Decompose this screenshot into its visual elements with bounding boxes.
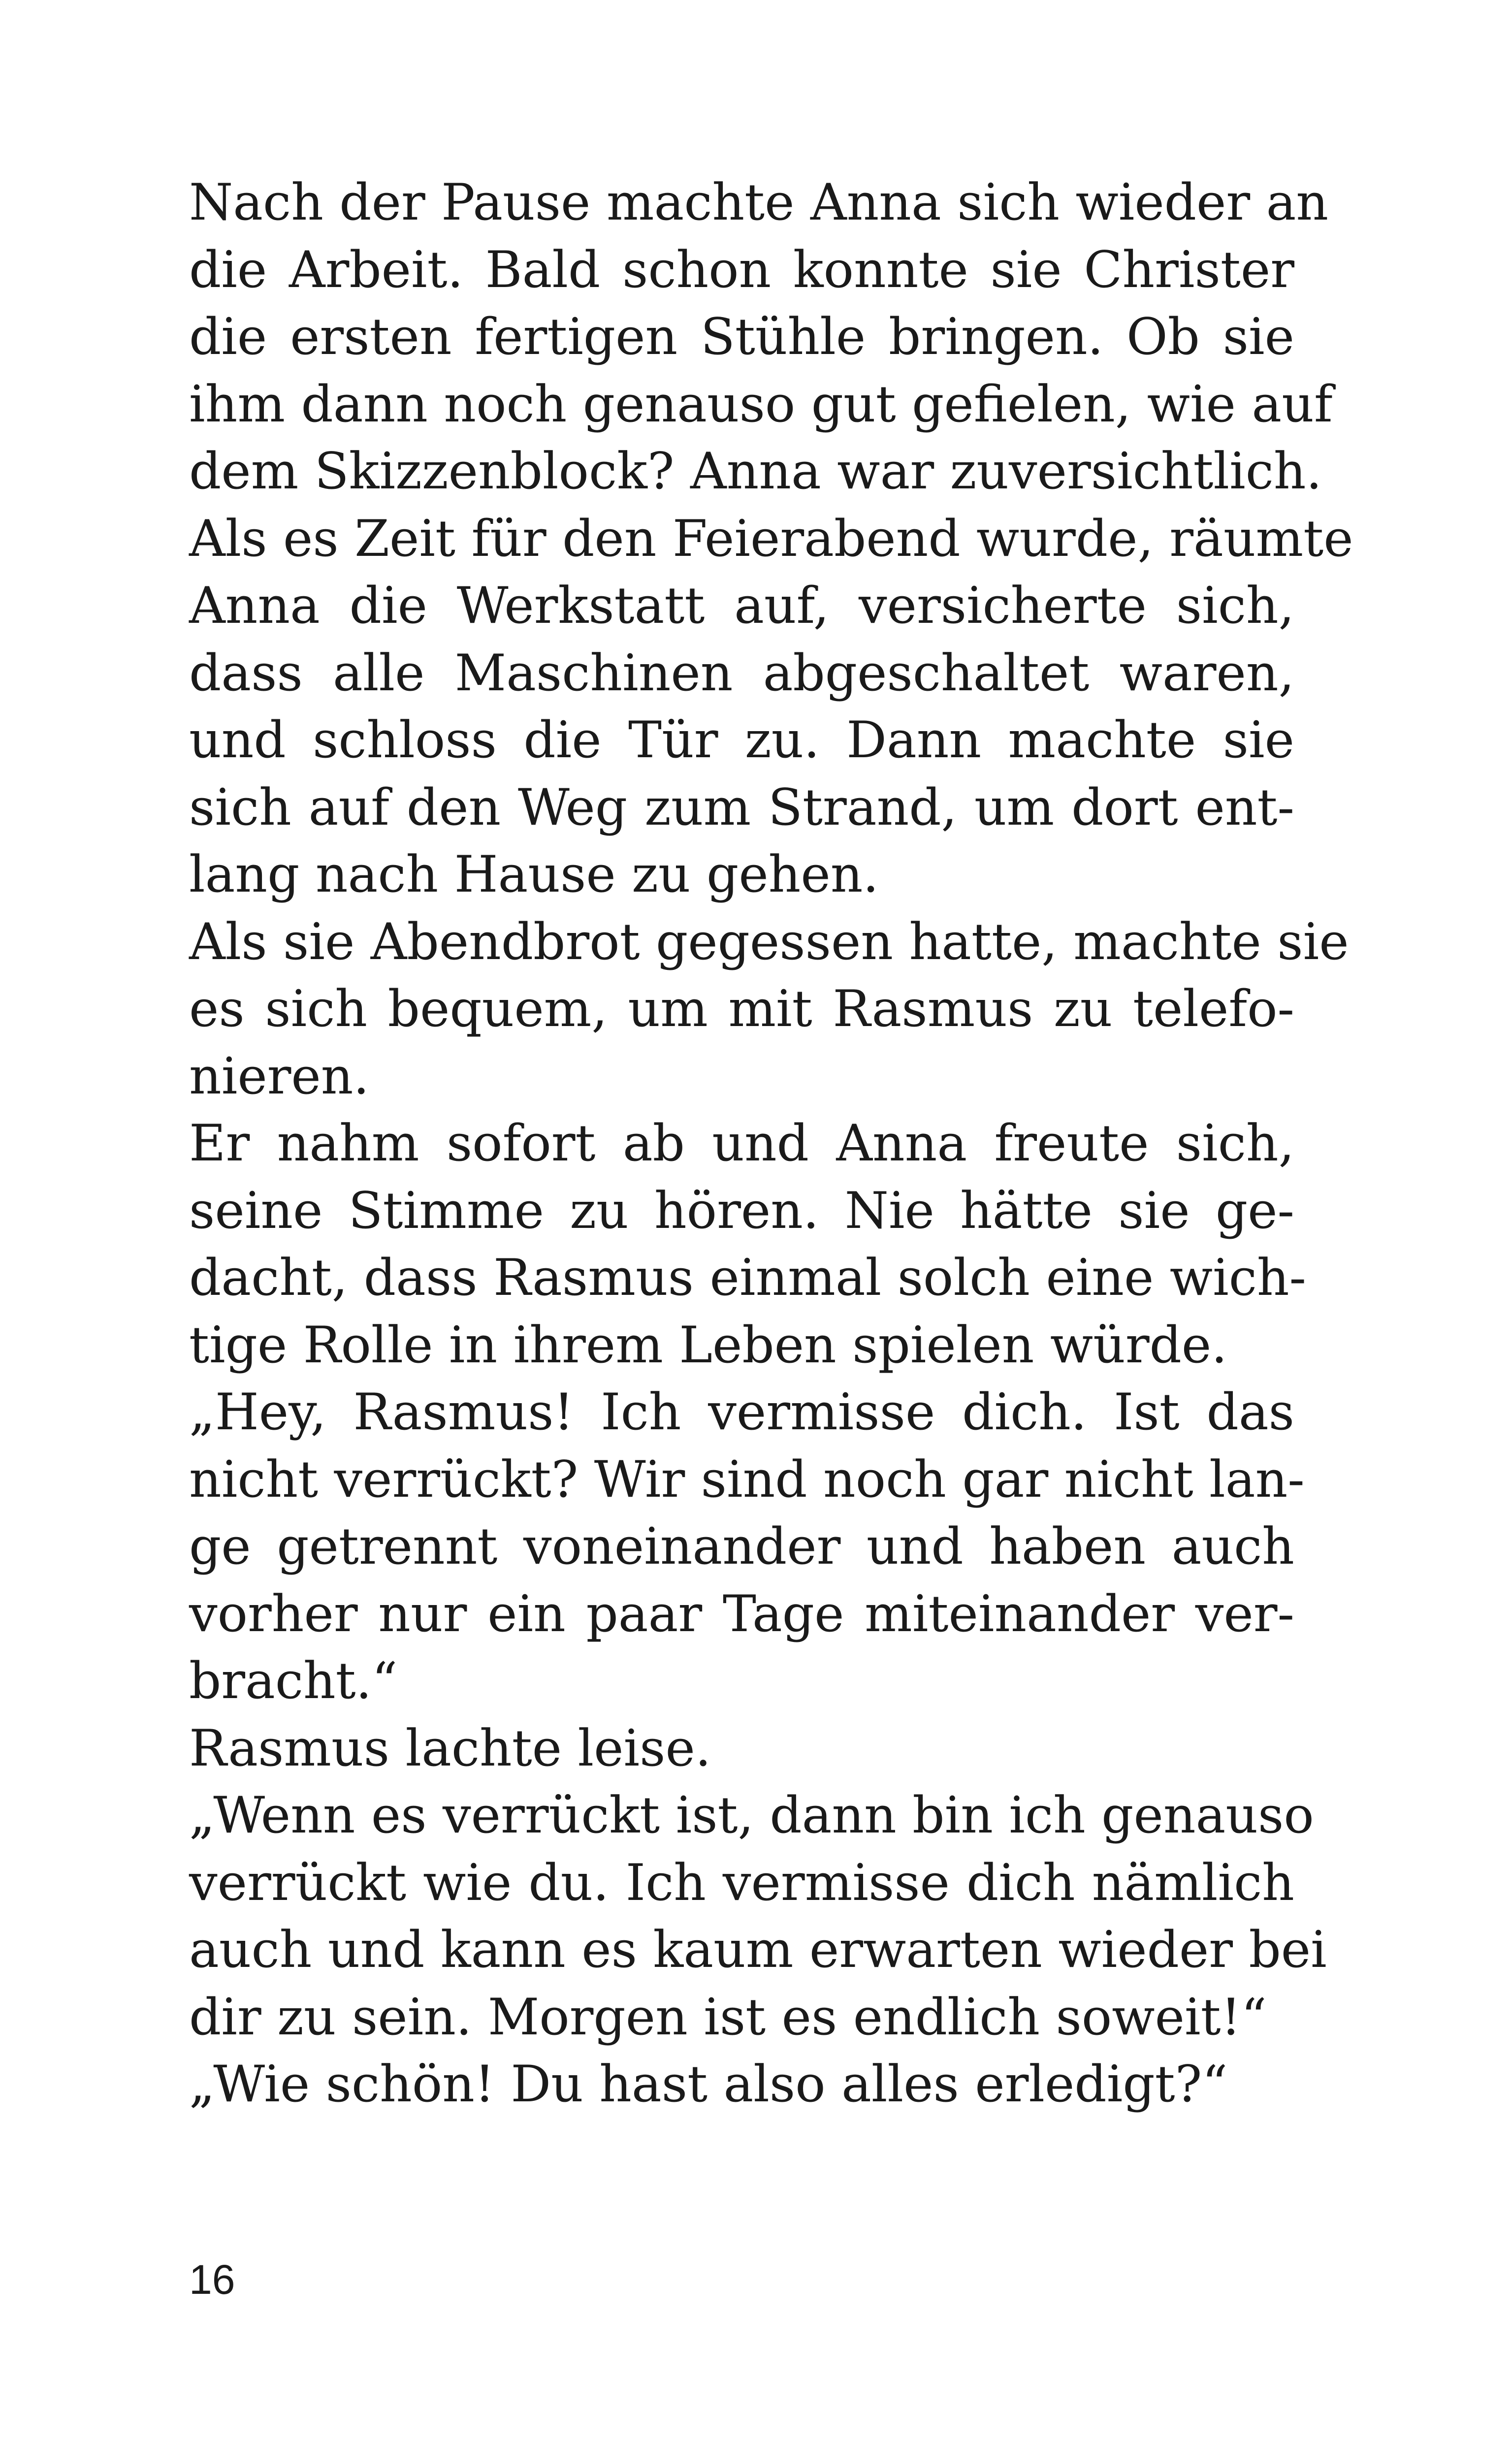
text-line: „Hey, Rasmus! Ich vermisse dich. Ist das — [189, 1383, 1294, 1442]
text-line: dem Skizzenblock? Anna war zuversichtlich. — [189, 442, 1322, 501]
text-line: nicht verrückt? Wir sind noch gar nicht lan- — [189, 1450, 1305, 1509]
text-line: nieren. — [189, 1047, 369, 1106]
text-line: dacht, dass Rasmus einmal solch eine wich- — [189, 1249, 1307, 1307]
text-line: die Arbeit. Bald schon konnte sie Christer — [189, 240, 1294, 299]
text-line: tige Rolle in ihrem Leben spielen würde. — [189, 1316, 1227, 1375]
text-line: auch und kann es kaum erwarten wieder bei — [189, 1921, 1327, 1979]
text-line: seine Stimme zu hören. Nie hätte sie ge- — [189, 1181, 1294, 1240]
text-line: Als es Zeit für den Feierabend wurde, räumte — [189, 509, 1353, 568]
text-line: Nach der Pause machte Anna sich wieder an — [189, 173, 1329, 232]
text-line: es sich bequem, um mit Rasmus zu telefo- — [189, 980, 1294, 1038]
text-line: ge getrennt voneinander und haben auch — [189, 1517, 1294, 1576]
body-text — [189, 169, 1353, 2119]
text-line: Er nahm sofort ab und Anna freute sich, — [189, 1114, 1294, 1173]
text-line: Rasmus lachte leise. — [189, 1719, 711, 1778]
text-line: dir zu sein. Morgen ist es endlich soweit!“ — [189, 1988, 1267, 2047]
text-line: die ersten fertigen Stühle bringen. Ob sie — [189, 308, 1294, 366]
text-line: vorher nur ein paar Tage miteinander ver- — [189, 1584, 1294, 1643]
text-line: Als sie Abendbrot gegessen hatte, machte sie — [189, 912, 1349, 971]
text-line: sich auf den Weg zum Strand, um dort ent- — [189, 778, 1294, 837]
text-line: verrückt wie du. Ich vermisse dich nämlich — [189, 1853, 1294, 1912]
text-line: lang nach Hause zu gehen. — [189, 845, 879, 904]
text-line: „Wie schön! Du hast also alles erledigt?“ — [189, 2055, 1228, 2114]
text-line: „Wenn es verrückt ist, dann bin ich genauso — [189, 1786, 1314, 1845]
text-line: bracht.“ — [189, 1652, 398, 1710]
text-line: dass alle Maschinen abgeschaltet waren, — [189, 643, 1294, 703]
page-number: 16 — [189, 2256, 235, 2303]
text-line: und schloss die Tür zu. Dann machte sie — [189, 711, 1294, 770]
text-line: Anna die Werkstatt auf, versicherte sich, — [189, 577, 1294, 635]
text-line: ihm dann noch genauso gut gefielen, wie auf — [189, 375, 1333, 434]
